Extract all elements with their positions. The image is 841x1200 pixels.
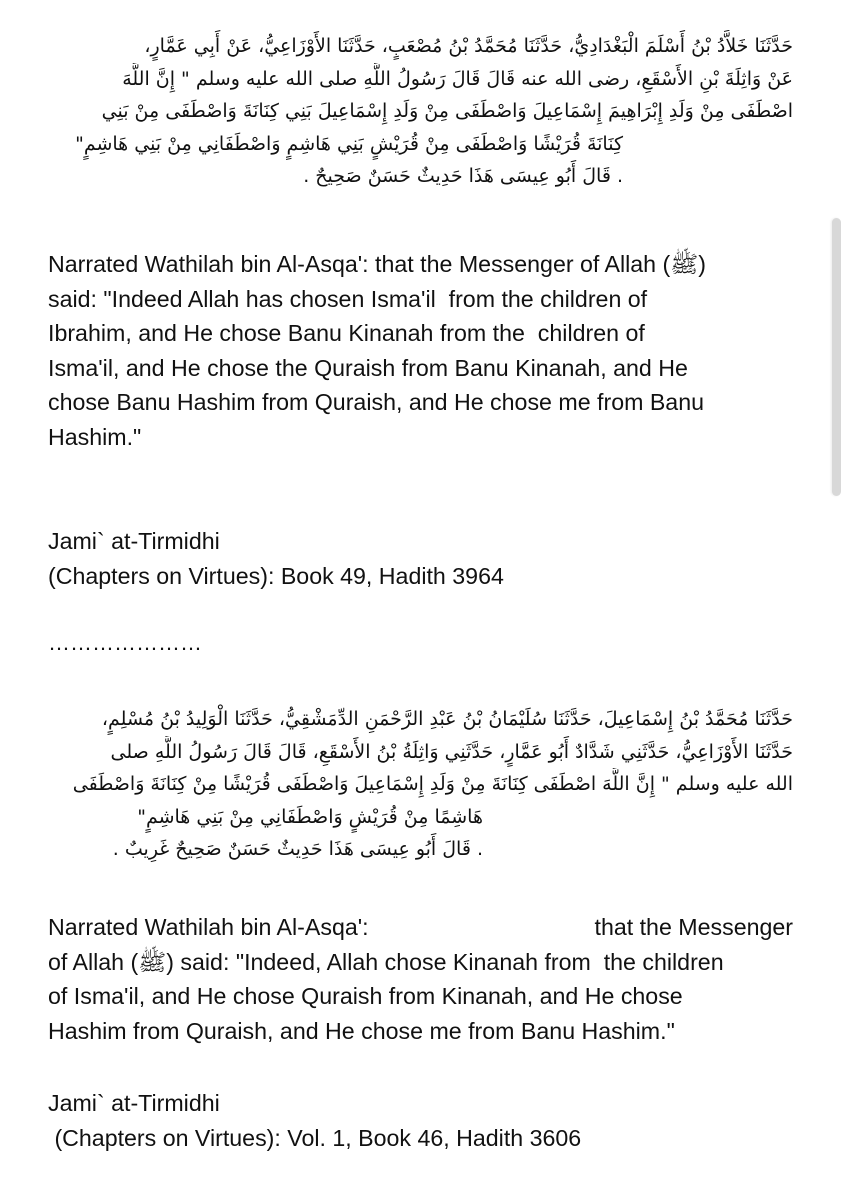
- hadith2-english-line: [48, 910, 793, 945]
- hadith2-english-line: of Isma'il, and He chose Quraish from Kinanah, and He chose: [48, 983, 683, 1009]
- hadith1-arabic-line: كِنَانَةَ قُرَيْشًا وَاصْطَفَى مِنْ قُرَيْشٍ بَنِي هَاشِمٍ وَاصْطَفَانِي مِنْ بَنِي هَاشِمٍ": [75, 132, 623, 155]
- hadith1-arabic-line: حَدَّثَنَا خَلاَّدُ بْنُ أَسْلَمَ الْبَغْدَادِيُّ، حَدَّثَنَا مُحَمَّدُ بْنُ مُصْعَبٍ، حَدَّثَنَا الأَوْزَاعِيُّ، عَنْ أَبِي عَمَّارٍ،: [144, 35, 793, 57]
- hadith2-arabic-line: حَدَّثَنَا الأَوْزَاعِيُّ، حَدَّثَنِي شَدَّادٌ أَبُو عَمَّارٍ، حَدَّثَنِي وَاثِلَةُ بْنُ الأَسْقَعِ، قَالَ قَالَ رَسُولُ اللَّهِ صلى: [110, 740, 793, 763]
- hadith1-source: [48, 524, 793, 593]
- source-reference: (Chapters on Virtues): Book 49, Hadith 3964: [48, 562, 504, 589]
- source-reference: (Chapters on Virtues): Vol. 1, Book 46, Hadith 3606: [48, 1124, 582, 1151]
- source-title: Jami` at-Tirmidhi: [48, 1090, 220, 1116]
- hadith2-arabic-line: . قَالَ أَبُو عِيسَى هَذَا حَدِيثٌ حَسَنٌ صَحِيحٌ غَرِيبٌ .: [112, 838, 483, 860]
- hadith1-english-line: Ibrahim, and He chose Banu Kinanah from the children of: [48, 320, 645, 346]
- vertical-scrollbar[interactable]: [832, 218, 841, 496]
- hadith2-arabic-line: الله عليه وسلم " إِنَّ اللَّهَ اصْطَفَى كِنَانَةَ مِنْ وَلَدِ إِسْمَاعِيلَ وَاصْطَفَى قُرَيْشًا مِنْ كِنَانَةَ وَاصْطَفَى: [72, 773, 793, 795]
- hadith2-english-first-left: Narrated Wathilah bin Al-Asqa':: [48, 914, 369, 940]
- separator-dots: …………………: [48, 630, 202, 655]
- hadith1-english-line: Isma'il, and He chose the Quraish from Banu Kinanah, and He: [48, 354, 688, 381]
- hadith1-english-line: Narrated Wathilah bin Al-Asqa': that the Messenger of Allah (ﷺ): [48, 251, 706, 277]
- hadith1-arabic-line: عَنْ وَاثِلَةَ بْنِ الأَسْقَعِ، رضى الله عنه قَالَ قَالَ رَسُولُ اللَّهِ صلى الله عليه وسلم " إِنَّ اللَّهَ: [122, 67, 793, 90]
- source-title: Jami` at-Tirmidhi: [48, 528, 220, 554]
- hadith1-arabic-line: . قَالَ أَبُو عِيسَى هَذَا حَدِيثٌ حَسَنٌ صَحِيحٌ .: [303, 165, 623, 187]
- hadith2-english-line: Hashim from Quraish, and He chose me from Banu Hashim.": [48, 1017, 675, 1044]
- hadith1-english-line: Hashim.": [48, 423, 142, 450]
- hadith2-english-line: of Allah (ﷺ) said: "Indeed, Allah chose Kinanah from the children: [48, 948, 724, 975]
- hadith1-english: [48, 247, 793, 454]
- hadith2-arabic: [48, 703, 793, 866]
- hadith1-english-line: chose Banu Hashim from Quraish, and He chose me from Banu: [48, 389, 704, 415]
- hadith2-source: [48, 1086, 793, 1155]
- hadith2-english: [48, 910, 793, 1048]
- hadith1-arabic-line: اصْطَفَى مِنْ وَلَدِ إِبْرَاهِيمَ إِسْمَاعِيلَ وَاصْطَفَى مِنْ وَلَدِ إِسْمَاعِيلَ بَنِي كِنَانَةَ وَاصْطَفَى مِنْ بَنِي: [101, 100, 793, 122]
- hadith1-english-line: said: "Indeed Allah has chosen Isma'il from the children of: [48, 285, 648, 312]
- hadith1-arabic: [48, 30, 793, 193]
- hadith2-arabic-line: هَاشِمًا مِنْ قُرَيْشٍ وَاصْطَفَانِي مِنْ بَنِي هَاشِمٍ": [137, 805, 483, 828]
- hadith2-english-first-right: that the Messenger: [594, 914, 793, 940]
- hadith2-arabic-line: حَدَّثَنَا مُحَمَّدُ بْنُ إِسْمَاعِيلَ، حَدَّثَنَا سُلَيْمَانُ بْنُ عَبْدِ الرَّحْمَنِ الدِّمَشْقِيُّ، حَدَّثَنَا الْوَلِيدُ بْنُ مُسْلِمٍ،: [101, 708, 793, 730]
